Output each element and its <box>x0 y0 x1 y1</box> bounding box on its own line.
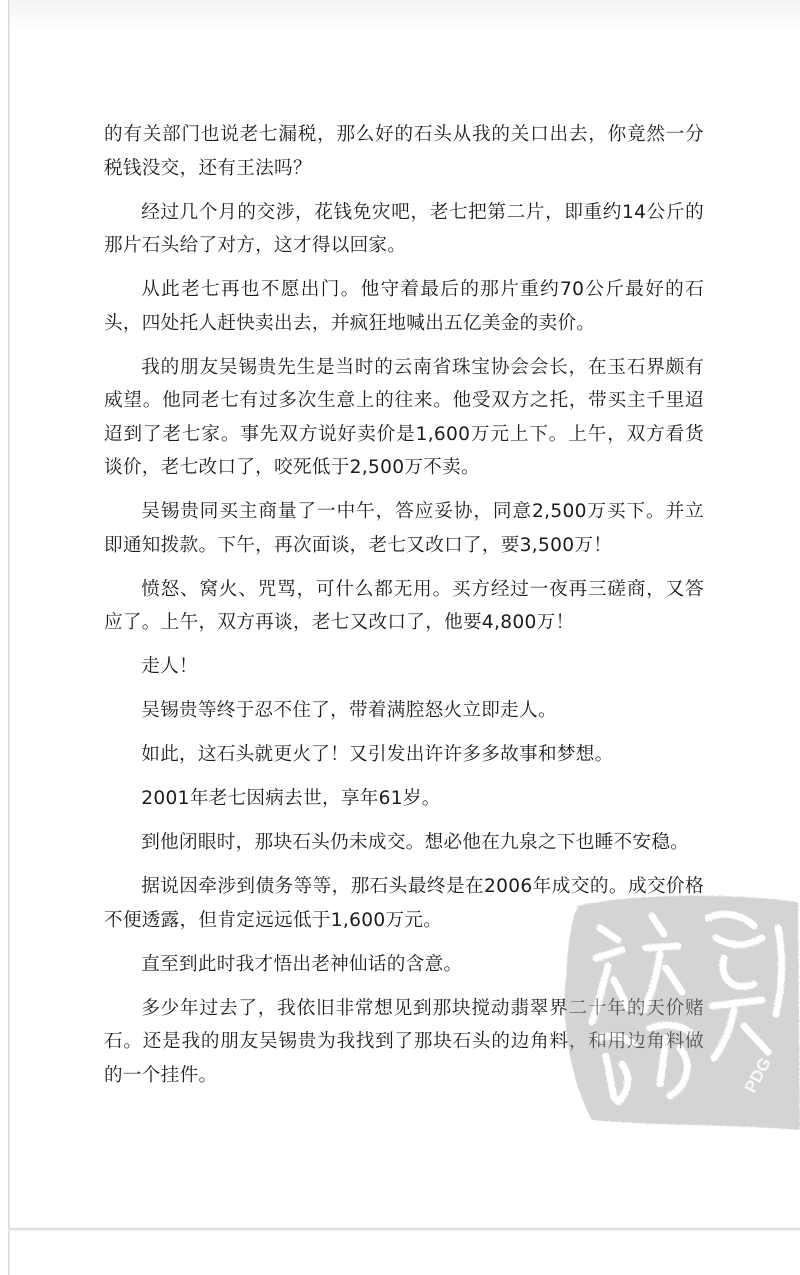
paragraph: 吴锡贵同买主商量了一中午，答应妥协，同意2,500万买下。并立即通知拨款。下午，再次面谈，老七又改口了，要3,500万！ <box>104 501 704 556</box>
paragraph: 到他闭眼时，那块石头仍未成交。想必他在九泉之下也睡不安稳。 <box>141 832 690 853</box>
seal-label: PDG <box>740 1054 775 1096</box>
paragraph: 经过几个月的交涉，花钱免灾吧，老七把第二片，即重约14公斤的那片石头给了对方，这才得以回家。 <box>104 201 704 256</box>
paragraph: 愤怒、窝火、咒骂，可什么都无用。买方经过一夜再三磋商，又答应了。上午，双方再谈，老七又改口了，他要4,800万！ <box>104 578 704 633</box>
seal-watermark-icon <box>548 888 800 1130</box>
paragraph: 如此，这石头就更火了！又引发出许许多多故事和梦想。 <box>141 744 614 765</box>
paragraph: 从此老七再也不愿出门。他守着最后的那片重约70公斤最好的石头，四处托人赶快卖出去，并疯狂地喊出五亿美金的卖价。 <box>104 279 704 334</box>
paragraph: 我的朋友吴锡贵先生是当时的云南省珠宝协会会长，在玉石界颇有威望。他同老七有过多次生意上的往来。他受双方之托，带买主千里迢迢到了老七家。事先双方说好卖价是1,600万元上下。上午，双方看货谈价，老七改口了，咬死低于2,500万不卖。 <box>104 356 704 478</box>
paragraph: 走人！ <box>141 656 198 677</box>
paragraph: 多少年过去了，我依旧非常想见到那块搅动翡翠界二十年的天价赌石。还是我的朋友吴锡贵为我找到了那块石头的边角料，和用边角料做的一个挂件。 <box>104 997 704 1086</box>
paragraph: 2001年老七因病去世，享年61岁。 <box>141 788 441 809</box>
page-left-edge <box>8 0 10 1275</box>
page-bottom-edge <box>8 1228 800 1231</box>
paragraph: 的有关部门也说老七漏税，那么好的石头从我的关口出去，你竟然一分税钱没交，还有王法吗？ <box>104 124 704 179</box>
paragraph: 据说因牵涉到债务等等，那石头最终是在2006年成交的。成交价格不便透露，但肯定远远低于1,600万元。 <box>104 876 704 931</box>
paragraph: 直至到此时我才悟出老神仙话的含意。 <box>141 953 463 975</box>
page-top-shadow <box>10 0 800 32</box>
paragraph: 吴锡贵等终于忍不住了，带着满腔怒火立即走人。 <box>141 700 557 721</box>
